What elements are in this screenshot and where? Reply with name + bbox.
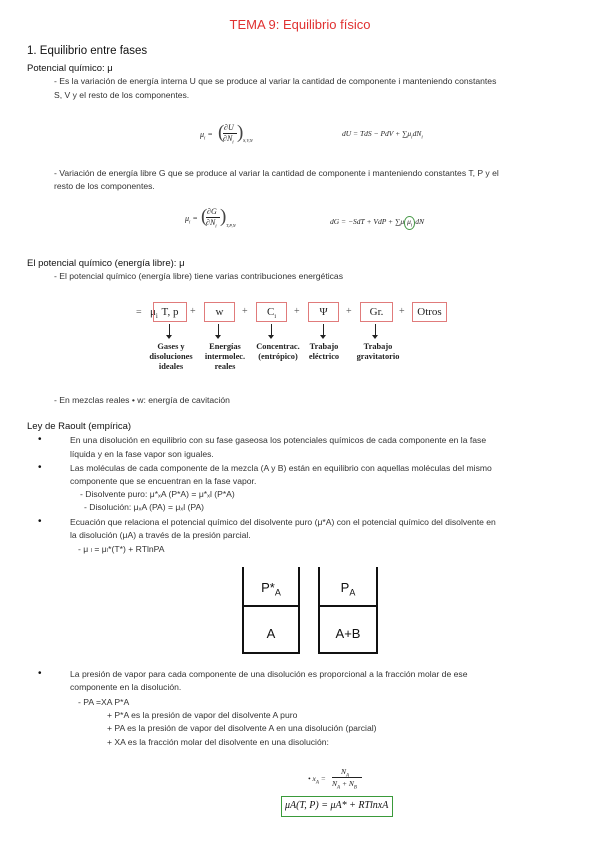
box-c: $C_i$ (256, 302, 287, 322)
mu-symbol: $\mu_i$ (150, 306, 158, 321)
paragraph-line: - PA =XA P*A (78, 697, 130, 707)
paragraph-line: - Es la variación de energía interna U que se produce al variar la cantidad de componente i manteniendo constantes (54, 76, 497, 86)
contribution-label: Concentrac. (entrópico) (256, 342, 300, 361)
subheading-raoult: Ley de Raoult (empírica) (27, 421, 132, 432)
plus-sign: + (242, 306, 248, 317)
subheading-energia-libre: El potencial químico (energía libre): μ (27, 258, 185, 269)
paragraph-line: la disolución (μA) a través de la presión parcial. (70, 530, 251, 540)
page-title: TEMA 9: Equilibrio físico (229, 17, 371, 32)
bullet-icon: • (38, 462, 42, 473)
plus-sign: + (399, 306, 405, 317)
box-tp: T, p (153, 302, 187, 322)
subheading-potencial: Potencial químico: μ (27, 63, 113, 74)
arrow-down-icon (271, 324, 272, 336)
container-label: $P_A$ (340, 580, 356, 598)
arrow-down-icon (169, 324, 170, 336)
paragraph-line: S, V y el resto de los componentes. (54, 90, 190, 100)
final-equation: μA(T, P) = μA* + RTlnxA (285, 800, 389, 811)
paragraph-line: + PA es la presión de vapor del disolvente A en una disolución (parcial) (107, 723, 377, 733)
paragraph-line: + XA es la fracción molar del disolvente en una disolución: (107, 737, 329, 747)
equation-gibbs: $\mu_i$ = ( ∂G $\partial N_i$ ) T,P,N (185, 206, 236, 230)
plus-sign: + (190, 306, 196, 317)
paragraph-line: componente en la disolución. (70, 682, 182, 692)
bullet-icon: • (38, 434, 42, 445)
contribution-label: Trabajo gravitatorio (356, 342, 400, 361)
liquid-surface (242, 605, 300, 607)
section-heading: 1. Equilibrio entre fases (27, 45, 148, 57)
container-label: A (266, 626, 276, 641)
plus-sign: + (294, 306, 300, 317)
paragraph-line: líquida y en la fase vapor son iguales. (70, 449, 214, 459)
paragraph-line: - Disolvente puro: μ*ₓA (P*A) = μ*ₓl (P*A) (80, 489, 235, 499)
paragraph-line: - μ ₗ = μₗ*(T*) + RTlnPA (78, 544, 165, 554)
contribution-label: Gases y disoluciones ideales (149, 342, 193, 371)
paragraph-line: Ecuación que relaciona el potencial químico del disolvente puro (μ*A) con el potencial químico del disolvente en (70, 517, 496, 527)
box-w: w (204, 302, 235, 322)
box-otros: Otros (412, 302, 447, 322)
equation-internal-energy: $\mu_i$ = ( ∂U $\partial N_i$ ) S,V,N (200, 122, 253, 146)
equation-dg: dG = −SdT + VdP + ∑μ $\mu_i$ dN (330, 217, 425, 229)
liquid-surface (318, 605, 378, 607)
equation-molar-fraction: • $x_A$ = $N_A$ $N_A + N_B$ (308, 767, 357, 791)
contribution-label: Energías intermolec. reales (204, 342, 246, 371)
paragraph-line: Las moléculas de cada componente de la mezcla (A y B) están en equilibrio con aquellas moléculas del mismo (70, 463, 492, 473)
paragraph-line: + P*A es la presión de vapor del disolvente A puro (107, 710, 298, 720)
arrow-down-icon (218, 324, 219, 336)
equation-du: dU = TdS − PdV + $\sum\mu_idN_i$ (342, 129, 423, 141)
paragraph-line: - En mezclas reales • w: energía de cavitación (54, 395, 230, 405)
arrow-down-icon (375, 324, 376, 336)
paragraph-line: resto de los componentes. (54, 181, 155, 191)
box-gr: Gr. (360, 302, 393, 322)
bullet-icon: • (38, 516, 42, 527)
paragraph-line: La presión de vapor para cada componente de una disolución es proporcional a la fracción molar de ese (70, 669, 468, 679)
equals-sign: = (136, 307, 142, 318)
paragraph-line: - Variación de energía libre G que se produce al variar la cantidad de componente i manteniendo constantes T, P y el (54, 168, 499, 178)
paragraph-line: - Disolución: μₓA (PA) = μₓl (PA) (84, 502, 205, 512)
container-label: $P*_A$ (261, 580, 281, 598)
plus-sign: + (346, 306, 352, 317)
paragraph-line: En una disolución en equilibrio con su fase gaseosa los potenciales químicos de cada componente en la fase (70, 435, 487, 445)
bullet-icon: • (38, 668, 42, 679)
box-psi: Ψ (308, 302, 339, 322)
paragraph-line: componente que se encuentran en la fase vapor. (70, 476, 257, 486)
contribution-label: Trabajo eléctrico (308, 342, 340, 361)
paragraph-line: - El potencial químico (energía libre) tiene varias contribuciones energéticas (54, 271, 343, 281)
arrow-down-icon (323, 324, 324, 336)
container-label: A+B (335, 626, 361, 641)
